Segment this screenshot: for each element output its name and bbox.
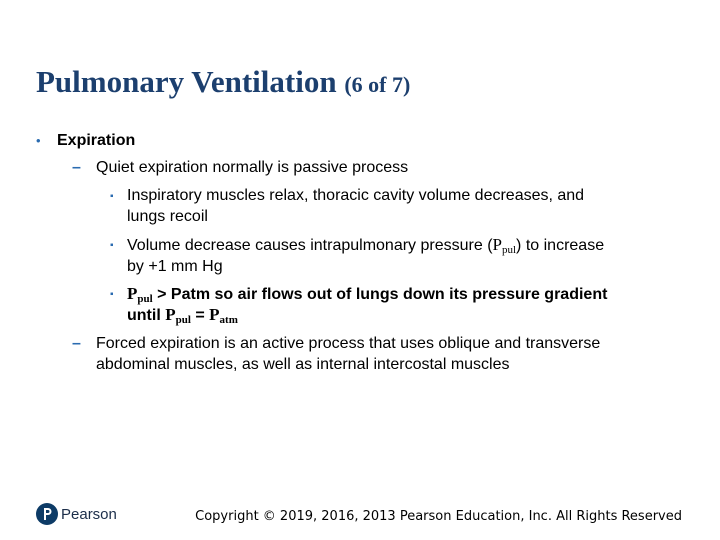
bullet-forced-expiration-line1: Forced expiration is an active process that uses oblique and transverse — [96, 335, 601, 352]
patm-symbol: P — [209, 305, 220, 324]
bullet-expiration: Expiration — [57, 132, 136, 149]
bullet-quiet-expiration: Quiet expiration normally is passive process — [96, 159, 409, 176]
volume-text-post: ) to increase — [516, 237, 605, 254]
title-subtitle: (6 of 7) — [344, 72, 411, 97]
pearson-logo-icon — [36, 503, 58, 525]
pearson-logo-text: Pearson — [61, 505, 117, 523]
bullet-inspiratory-line1: Inspiratory muscles relax, thoracic cavity volume decreases, and — [127, 187, 585, 204]
bullet-l3-marker-1: ▪ — [110, 191, 114, 202]
bullet-inspiratory-line2: lungs recoil — [127, 208, 208, 225]
slide-title — [36, 62, 410, 105]
equals-text: = — [190, 307, 210, 324]
bullet-l2-marker-forced: – — [72, 335, 81, 352]
copyright-notice: Copyright © 2019, 2016, 2013 Pearson Education, Inc. All Rights Reserved — [195, 509, 682, 524]
bullet-l1-marker: • — [36, 133, 41, 148]
pearson-p-glyph — [40, 506, 54, 522]
bullet-l3-marker-2: ▪ — [110, 240, 114, 251]
title-main: Pulmonary Ventilation — [36, 64, 337, 99]
bullet-forced-expiration-line2: abdominal muscles, as well as internal intercostal muscles — [96, 356, 510, 373]
bullet-l2-marker-quiet: – — [72, 159, 81, 176]
patm-subscript: atm — [219, 314, 238, 326]
ppul-text-post: > Patm so air flows out of lungs down its pressure gradient — [152, 286, 608, 303]
ppul-subscript: pul — [175, 314, 191, 326]
bullet-ppul-gt-patm-line2 — [127, 305, 238, 330]
volume-text-pre: Volume decrease causes intrapulmonary pressure ( — [127, 237, 493, 254]
ppul-symbol: P — [492, 235, 502, 254]
ppul-subscript: pul — [501, 244, 517, 256]
ppul-subscript: pul — [137, 293, 153, 305]
pearson-logo — [36, 500, 117, 528]
ppul-symbol: P — [165, 305, 176, 324]
bullet-l3-marker-3: ▪ — [110, 289, 114, 300]
ppul-symbol: P — [127, 284, 138, 303]
bullet-volume-decrease-line2: by +1 mm Hg — [127, 258, 223, 275]
until-text: until — [127, 307, 166, 324]
